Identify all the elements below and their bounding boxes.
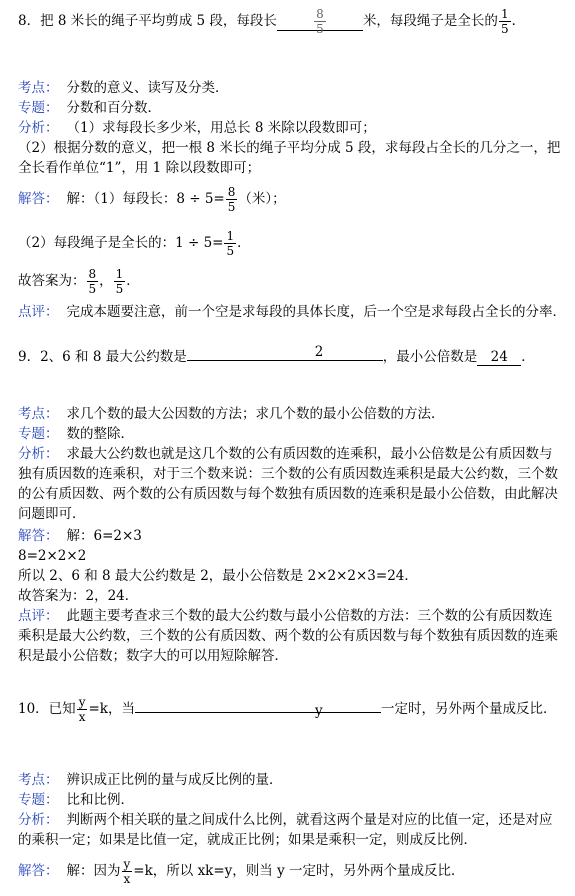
q9-dianping: 点评： 此题主要考查求三个数的最大公约数与最小公倍数的方法：三个数的公有质因数连 <box>18 608 553 624</box>
q10-question: 10．已知 $\frac{y}{x}$ =k，当 y 一定时，另外两个量成反比． <box>18 695 557 724</box>
q8-jieda-fraction-2: $\frac{1}{5}$ <box>226 229 235 258</box>
q10-jieda-fraction: $\frac{y}{x}$ <box>123 857 131 886</box>
q8-answer-2-fraction: $\frac{1}{5}$ <box>500 7 509 36</box>
q8-kaodian: 考点： 分数的意义、读写及分类． <box>18 80 229 96</box>
q9-jieda-line-2: 8=2×2×2 <box>18 548 87 564</box>
q8-final-fraction-2: $\frac{1}{5}$ <box>115 267 124 296</box>
q9-fenxi-line-3: 的公有质因数、两个数的公有质因数与每个数独有质因数的连乘积是最小公倍数，由此解决 <box>18 486 558 502</box>
q10-zhuanti: 专题： 比和比例． <box>18 792 134 808</box>
q8-dianping: 点评： 完成本题要注意，前一个空是求每段的具体长度，后一个空是求每段占全长的分率． <box>18 304 566 320</box>
q10-fenxi: 分析： 判断两个相关联的量之间成什么比例，就看这两个量是对应的比值一定，还是对应 <box>18 812 553 828</box>
q9-jieda-line-3: 所以 2、6 和 8 最大公约数是 2，最小公倍数是 2×2×2×3=24． <box>18 568 418 584</box>
q8-question: 8．把 8 米长的绳子平均剪成 5 段，每段长 $\frac{8}{5}$ 米，每段绳子是全长的 $\frac{1}{5}$ ． <box>18 7 526 36</box>
q9-blank-2: 24 <box>477 347 521 366</box>
q8-jieda-line-2: （2）每段绳子是全长的：1 ÷ 5= $\frac{1}{5}$ ． <box>18 229 251 258</box>
q8-answer-1-fraction: $\frac{8}{5}$ <box>316 7 324 36</box>
q9-zhuanti: 专题： 数的整除． <box>18 426 134 442</box>
q9-fenxi: 分析： 求最大公约数也就是这几个数的公有质因数的连乘积，最小公倍数是公有质因数与 <box>18 446 553 462</box>
q9-jieda-line-4: 故答案为：2，24． <box>18 588 139 604</box>
q8-final-fraction-1: $\frac{8}{5}$ <box>88 267 97 296</box>
q9-fenxi-line-2: 独有质因数的连乘积，对于三个数来说：三个数的公有质因数连乘积是最大公约数，三个数 <box>18 466 558 482</box>
q8-jieda: 解答： 解：（1）每段长：8 ÷ 5= $\frac{8}{5}$ （米）； <box>18 185 286 214</box>
q8-fenxi-line-2: （2）根据分数的意义，把一根 8 米长的绳子平均分成 5 段，求每段占全长的几分之一，把 <box>18 140 561 156</box>
q10-jieda: 解答： 解：因为 $\frac{y}{x}$ =k，所以 xk=y，则当 y 一定时，另外两个量成反比． <box>18 857 465 886</box>
q9-question: 9．2、6 和 8 最大公约数是 2 ，最小公倍数是 24 ． <box>18 344 535 365</box>
q10-ratio-fraction: $\frac{y}{x}$ <box>78 695 86 724</box>
q9-dianping-line-2: 乘积是最大公约数，三个数的公有质因数、两个数的公有质因数与每个数独有质因数的连乘 <box>18 628 558 644</box>
q10-kaodian: 考点： 辨识成正比例的量与成反比例的量． <box>18 772 283 788</box>
q9-jieda: 解答： 解：6=2×3 <box>18 528 142 544</box>
q8-jieda-fraction-1: $\frac{8}{5}$ <box>227 185 236 214</box>
q10-blank: y <box>135 694 381 713</box>
q9-fenxi-line-4: 问题即可． <box>18 506 86 522</box>
q8-zhuanti: 专题： 分数和百分数． <box>18 100 161 116</box>
q8-final-answer: 故答案为： $\frac{8}{5}$ ， $\frac{1}{5}$ ． <box>18 267 140 296</box>
q9-blank-1: 2 <box>187 342 383 361</box>
q8-blank-1 <box>277 6 363 36</box>
q9-dianping-line-3: 积是最小公倍数；数字大的可以用短除解答． <box>18 648 288 664</box>
q8-fenxi: 分析： （1）求每段长多少米，用总长 8 米除以段数即可； <box>18 120 376 136</box>
q8-fenxi-line-3: 全长看作单位“1”，用 1 除以段数即可； <box>18 160 261 176</box>
q9-kaodian: 考点： 求几个数的最大公因数的方法；求几个数的最小公倍数的方法． <box>18 406 445 422</box>
q10-fenxi-line-2: 的乘积一定；如果是比值一定，就成正比例；如果是乘积一定，则成反比例． <box>18 832 477 848</box>
